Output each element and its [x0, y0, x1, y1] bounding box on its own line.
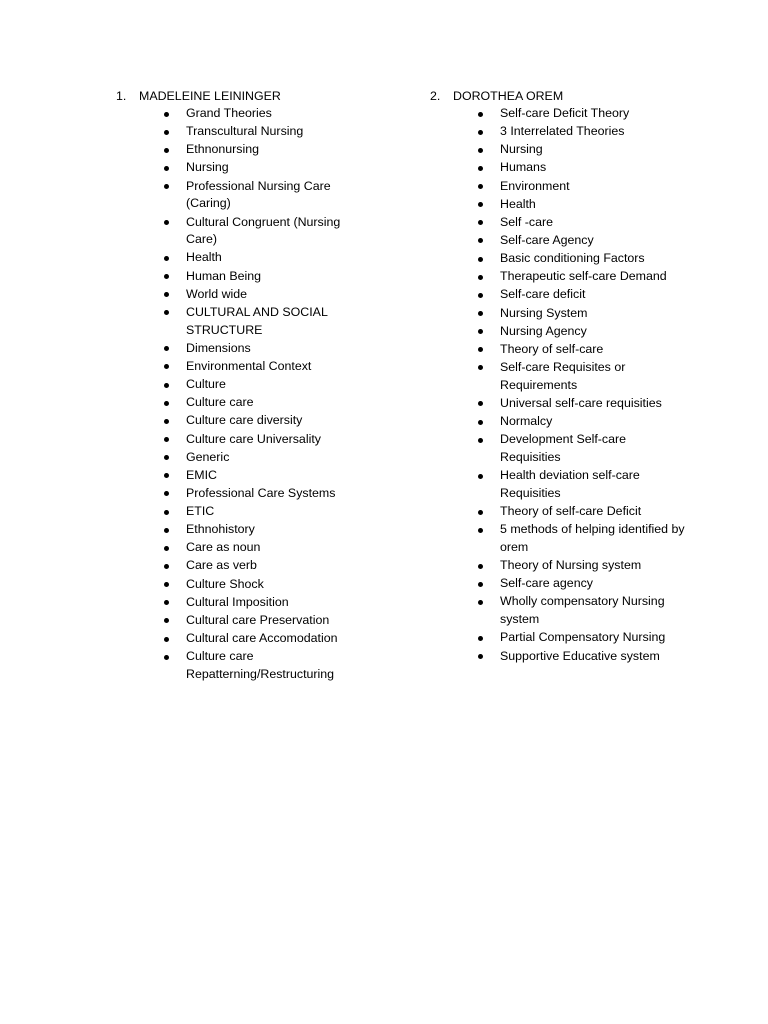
bullet-icon — [478, 305, 488, 323]
list-item-text: Self-care Requisites or Requirements — [500, 359, 626, 392]
list-item-text: Nursing — [186, 160, 229, 175]
bullet-icon — [164, 304, 174, 322]
list-item — [116, 358, 361, 376]
list-item — [430, 196, 690, 214]
list-item — [430, 413, 690, 431]
bullet-icon — [164, 648, 174, 666]
list-item-text: Wholly compensatory Nursing system — [500, 594, 665, 627]
list-item — [430, 431, 690, 467]
list-item — [430, 503, 690, 521]
list-item-text: ETIC — [186, 504, 215, 519]
list-item-text: Theory of self-care — [500, 341, 604, 356]
list-item-text: Supportive Educative system — [500, 648, 660, 663]
list-item — [116, 268, 361, 286]
list-item-text: Development Self-care Requisities — [500, 432, 627, 464]
list-item-text: Cultural care Preservation — [186, 612, 330, 627]
bullet-icon — [478, 593, 488, 611]
list-item-text: Health deviation self-care Requisities — [500, 468, 640, 500]
list-item — [116, 340, 361, 358]
bullet-icon — [478, 214, 488, 232]
list-item-text: Cultural Congruent (Nursing Care) — [186, 214, 341, 247]
list-item-text: Transcultural Nursing — [186, 124, 304, 139]
list-item — [116, 286, 361, 304]
list-item — [116, 141, 361, 159]
list-item-text: Generic — [186, 449, 230, 464]
theorist-name: MADELEINE LEININGER — [139, 89, 281, 103]
list-item — [116, 557, 361, 575]
list-item — [430, 232, 690, 250]
list-item — [430, 123, 690, 141]
list-item-text: Environment — [500, 178, 570, 193]
list-item — [116, 159, 361, 177]
bullet-icon — [164, 268, 174, 286]
list-item-text: Self-care deficit — [500, 287, 586, 302]
list-item — [430, 268, 690, 286]
list-item-text: Universal self-care requisities — [500, 395, 662, 410]
bullet-icon — [164, 123, 174, 141]
bullet-icon — [164, 594, 174, 612]
column-heading — [116, 87, 361, 105]
list-item — [430, 286, 690, 304]
bullet-icon — [164, 449, 174, 467]
list-item — [116, 123, 361, 141]
list-item — [116, 612, 361, 630]
bullet-icon — [164, 214, 174, 232]
bullet-icon — [164, 358, 174, 376]
bullet-icon — [164, 630, 174, 648]
bullet-icon — [478, 413, 488, 431]
list-item-text: Theory of Nursing system — [500, 558, 642, 573]
list-item-text: Basic conditioning Factors — [500, 251, 645, 266]
bullet-icon — [478, 341, 488, 359]
list-item-text: Partial Compensatory Nursing — [500, 630, 666, 645]
list-item — [116, 412, 361, 430]
list-item-text: Environmental Context — [186, 358, 312, 373]
bullet-icon — [478, 250, 488, 268]
bullet-icon — [478, 359, 488, 377]
list-item-text: Professional Care Systems — [186, 485, 336, 500]
list-item — [430, 214, 690, 232]
theorist-name: DOROTHEA OREM — [453, 89, 564, 103]
bullet-icon — [164, 431, 174, 449]
bullet-icon — [478, 268, 488, 286]
list-item — [116, 503, 361, 521]
bullet-icon — [164, 557, 174, 575]
bullet-icon — [164, 376, 174, 394]
bullet-icon — [478, 159, 488, 177]
bullet-icon — [164, 539, 174, 557]
list-item-text: EMIC — [186, 467, 217, 482]
list-item — [116, 594, 361, 612]
list-item — [116, 539, 361, 557]
list-item-text: Dimensions — [186, 340, 251, 355]
bullet-icon — [478, 575, 488, 593]
list-item — [430, 467, 690, 503]
list-item-text: Culture care Universality — [186, 431, 321, 446]
bullet-icon — [164, 141, 174, 159]
list-item — [430, 575, 690, 593]
list-item-text: Culture — [186, 377, 226, 392]
list-item — [430, 648, 690, 666]
bullet-icon — [478, 232, 488, 250]
list-item-text: Therapeutic self-care Demand — [500, 269, 667, 284]
list-item — [430, 557, 690, 575]
list-item — [116, 214, 361, 250]
concept-list — [430, 105, 690, 665]
list-item — [116, 376, 361, 394]
bullet-icon — [478, 196, 488, 214]
bullet-icon — [164, 521, 174, 539]
list-item-text: Culture care Repatterning/Restructuring — [186, 649, 335, 681]
list-item-text: CULTURAL AND SOCIAL STRUCTURE — [186, 304, 328, 337]
bullet-icon — [478, 395, 488, 413]
list-item-text: Culture Shock — [186, 576, 264, 591]
list-item — [116, 485, 361, 503]
list-item-text: Cultural care Accomodation — [186, 631, 338, 646]
column-heading — [430, 87, 690, 105]
bullet-icon — [478, 286, 488, 304]
list-item — [430, 629, 690, 647]
list-item — [430, 105, 690, 123]
list-item-text: 5 methods of helping identified by orem — [500, 522, 685, 554]
list-item — [116, 576, 361, 594]
bullet-icon — [164, 178, 174, 196]
list-item — [116, 178, 361, 214]
list-item-text: Humans — [500, 160, 547, 175]
bullet-icon — [164, 612, 174, 630]
list-item — [116, 521, 361, 539]
list-item-text: Nursing Agency — [500, 323, 587, 338]
list-item — [116, 249, 361, 267]
list-item-text: Ethnonursing — [186, 142, 260, 157]
list-item-text: Care as noun — [186, 540, 261, 555]
bullet-icon — [164, 576, 174, 594]
bullet-icon — [478, 467, 488, 485]
list-item — [116, 648, 361, 684]
bullet-icon — [164, 340, 174, 358]
bullet-icon — [164, 105, 174, 123]
bullet-icon — [164, 412, 174, 430]
list-item-text: Self-care Agency — [500, 232, 594, 247]
bullet-icon — [478, 141, 488, 159]
list-item — [430, 250, 690, 268]
list-item-text: Culture care — [186, 395, 254, 410]
bullet-icon — [164, 159, 174, 177]
list-item-text: Care as verb — [186, 558, 257, 573]
theorist-column-leininger — [116, 87, 361, 684]
list-item-text: Grand Theories — [186, 106, 272, 120]
list-item — [430, 341, 690, 359]
bullet-icon — [164, 394, 174, 412]
list-item-text: 3 Interrelated Theories — [500, 124, 625, 139]
list-item — [116, 467, 361, 485]
list-item-text: Theory of self-care Deficit — [500, 504, 642, 519]
list-item — [430, 395, 690, 413]
list-item — [430, 359, 690, 395]
list-item-text: Culture care diversity — [186, 413, 303, 428]
bullet-icon — [164, 249, 174, 267]
list-item — [116, 105, 361, 123]
list-item — [430, 178, 690, 196]
bullet-icon — [478, 503, 488, 521]
list-item-text: Cultural Imposition — [186, 594, 289, 609]
list-item-text: Professional Nursing Care (Caring) — [186, 178, 331, 211]
theorist-column-orem — [430, 87, 690, 666]
bullet-icon — [478, 178, 488, 196]
list-item — [430, 593, 690, 629]
list-number: 1. — [116, 89, 127, 103]
list-item — [430, 521, 690, 557]
concept-list — [116, 105, 361, 684]
bullet-icon — [478, 557, 488, 575]
bullet-icon — [478, 123, 488, 141]
list-item-text: Nursing — [500, 142, 543, 157]
list-item — [430, 141, 690, 159]
bullet-icon — [478, 431, 488, 449]
bullet-icon — [164, 286, 174, 304]
list-item-text: Human Being — [186, 268, 262, 283]
list-item — [116, 394, 361, 412]
list-item — [116, 630, 361, 648]
list-item-text: Normalcy — [500, 414, 553, 429]
bullet-icon — [478, 648, 488, 666]
list-item-text: Self-care Deficit Theory — [500, 106, 630, 120]
list-item — [430, 159, 690, 177]
bullet-icon — [478, 521, 488, 539]
bullet-icon — [164, 467, 174, 485]
list-item-text: Health — [186, 250, 222, 265]
list-item-text: Nursing System — [500, 305, 588, 320]
list-item — [116, 304, 361, 340]
list-item-text: Self-care agency — [500, 576, 593, 591]
list-item-text: World wide — [186, 286, 248, 301]
list-item — [116, 431, 361, 449]
list-item — [430, 323, 690, 341]
bullet-icon — [478, 323, 488, 341]
list-item-text: Self -care — [500, 214, 554, 229]
list-item — [430, 305, 690, 323]
list-number: 2. — [430, 89, 441, 103]
list-item-text: Ethnohistory — [186, 522, 255, 537]
bullet-icon — [164, 503, 174, 521]
bullet-icon — [478, 105, 488, 123]
list-item — [116, 449, 361, 467]
list-item-text: Health — [500, 196, 536, 211]
bullet-icon — [478, 629, 488, 647]
bullet-icon — [164, 485, 174, 503]
